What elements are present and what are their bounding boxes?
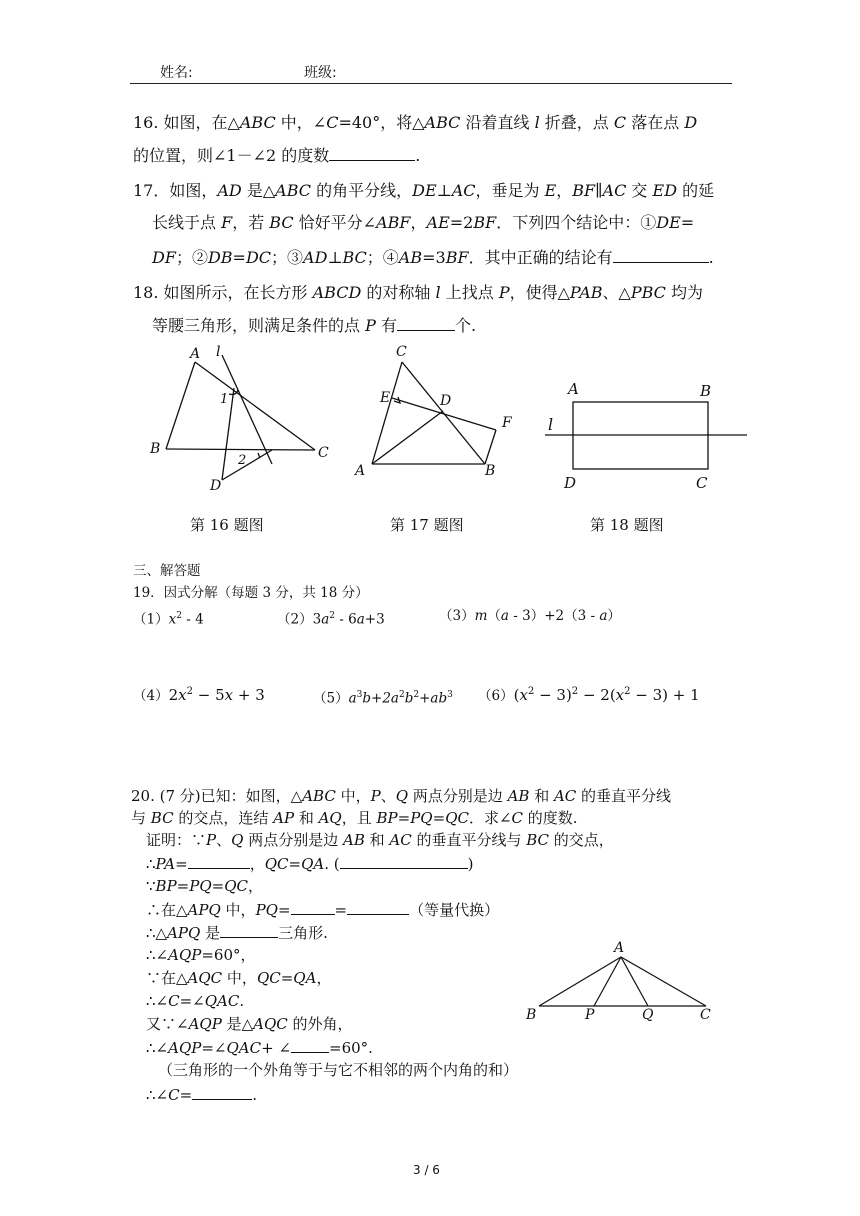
q20-line3: 证明：∵P、Q 两点分别是边 AB 和 AC 的垂直平分线与 BC 的交点，: [146, 831, 614, 849]
q20-line10: ∴∠C=∠QAC.: [146, 992, 245, 1010]
answer-blank[interactable]: [220, 922, 278, 938]
q20-line9: ∵在△AQC 中，QC=QA，: [146, 969, 332, 987]
fig16-label-1: 1: [220, 392, 229, 407]
fig18-label-C: C: [696, 474, 708, 492]
fig17-label-C: C: [396, 344, 407, 360]
q19-item-6: $(6)(x^2 - 3)^2 - 2(x^2 - 3) + 1$: [478, 686, 700, 704]
fig18-caption: 第 18 题图: [590, 516, 664, 534]
q18-line2: 等腰三角形，则满足条件的点 P 有 个.: [152, 316, 477, 335]
fig18-label-D: D: [564, 474, 577, 492]
figure-17: [350, 340, 530, 490]
answer-blank[interactable]: [613, 247, 709, 263]
page-number: 3 / 6: [413, 1163, 440, 1177]
fig16-label-C: C: [318, 445, 329, 461]
q20-line14: ∴∠C= .: [146, 1086, 257, 1104]
q20-line5: ∵BP=PQ=QC，: [146, 877, 264, 895]
q19-title: 19．因式分解（每题 3 分，共 18 分）: [133, 585, 369, 601]
q18-line1: 18. 如图所示，在长方形 ABCD 的对称轴 l 上找点 P，使得△PAB、△PBC 均为: [133, 283, 703, 302]
fig16-label-2: 2: [238, 453, 247, 468]
fig20-label-C: C: [700, 1007, 711, 1023]
q20-line6: ∴在△APQ 中，PQ= = （等量代换）: [146, 901, 500, 919]
q19-item-5: $(5)a^3b+2a^2b^2+ab^3$: [313, 690, 453, 707]
fig17-caption: 第 17 题图: [390, 516, 464, 534]
answer-blank[interactable]: [347, 899, 409, 915]
figure-18: [540, 372, 755, 497]
class-label: 班级:: [304, 65, 337, 81]
fig16-label-l: l: [216, 344, 221, 360]
figure-20: [520, 935, 720, 1025]
fig20-label-P: P: [585, 1007, 595, 1023]
q17-line1: 17．如图，AD 是△ABC 的角平分线，DE⊥AC，垂足为 E，BF∥AC 交 ED 的延: [133, 181, 715, 200]
q20-line4: ∴PA= ，QC=QA. ( ): [146, 855, 474, 873]
q20-line11: 又∵∠AQP 是△AQC 的外角，: [146, 1015, 353, 1033]
q20-line1: 20. (7 分)已知：如图，△ABC 中，P、Q 两点分别是边 AB 和 AC 的垂直平分线: [131, 787, 672, 805]
answer-blank[interactable]: [192, 1084, 252, 1100]
q17-line2: 长线于点 F，若 BC 恰好平分∠ABF，AE=2BF．下列四个结论中：①DE=: [152, 213, 695, 232]
fig16-label-B: B: [150, 441, 161, 457]
fig16-caption: 第 16 题图: [190, 516, 264, 534]
fig20-label-A: A: [614, 940, 625, 956]
fig18-label-A: A: [568, 380, 579, 398]
q16-line2: 的位置，则∠1－∠2 的度数 .: [133, 146, 421, 165]
fig20-label-Q: Q: [642, 1007, 654, 1023]
fig17-label-F: F: [502, 415, 512, 431]
answer-blank[interactable]: [397, 315, 455, 331]
q19-item-3: （3）m（a - 3）+2（3 - a）: [439, 608, 621, 624]
header-rule: [130, 83, 732, 84]
q19-item-1: $(1)x^2 - 4$: [133, 611, 204, 628]
q19-item-4: $(4)2x^2 - 5x + 3$: [133, 686, 265, 704]
answer-blank[interactable]: [188, 853, 250, 869]
q20-line8: ∴∠AQP=60°，: [146, 946, 256, 964]
q19-item-2: $(2)3a^2 - 6a+3$: [277, 611, 385, 628]
answer-blank[interactable]: [329, 145, 415, 161]
fig18-label-B: B: [700, 382, 712, 400]
fig18-label-l: l: [548, 415, 554, 434]
q20-line2: 与 BC 的交点，连结 AP 和 AQ，且 BP=PQ=QC．求∠C 的度数.: [131, 809, 578, 827]
fig17-label-D: D: [440, 393, 452, 409]
q16-line1: 16. 如图，在△ABC 中，∠C=40°，将△ABC 沿着直线 l 折叠，点 C 落在点 D: [133, 113, 698, 132]
name-label: 姓名:: [160, 65, 193, 81]
q17-line3: DF；②DB=DC；③AD⊥BC；④AB=3BF．其中正确的结论有 .: [152, 248, 714, 267]
section-title: 三、解答题: [133, 563, 201, 579]
q20-line7: ∴△APQ 是 三角形.: [146, 924, 328, 942]
figure-16: [140, 340, 340, 500]
fig17-label-A: A: [355, 463, 366, 479]
fig17-label-E: E: [380, 390, 391, 406]
answer-blank[interactable]: [291, 1037, 329, 1053]
q20-line13: （三角形的一个外角等于与它不相邻的两个内角的和）: [158, 1061, 519, 1079]
fig16-label-A: A: [190, 346, 201, 362]
fig20-label-B: B: [526, 1007, 537, 1023]
fig16-label-D: D: [210, 478, 222, 494]
answer-blank[interactable]: [291, 899, 335, 915]
fig17-label-B: B: [485, 463, 496, 479]
q20-line12: ∴∠AQP=∠QAC+ ∠ =60°.: [146, 1039, 373, 1057]
answer-blank[interactable]: [340, 853, 468, 869]
